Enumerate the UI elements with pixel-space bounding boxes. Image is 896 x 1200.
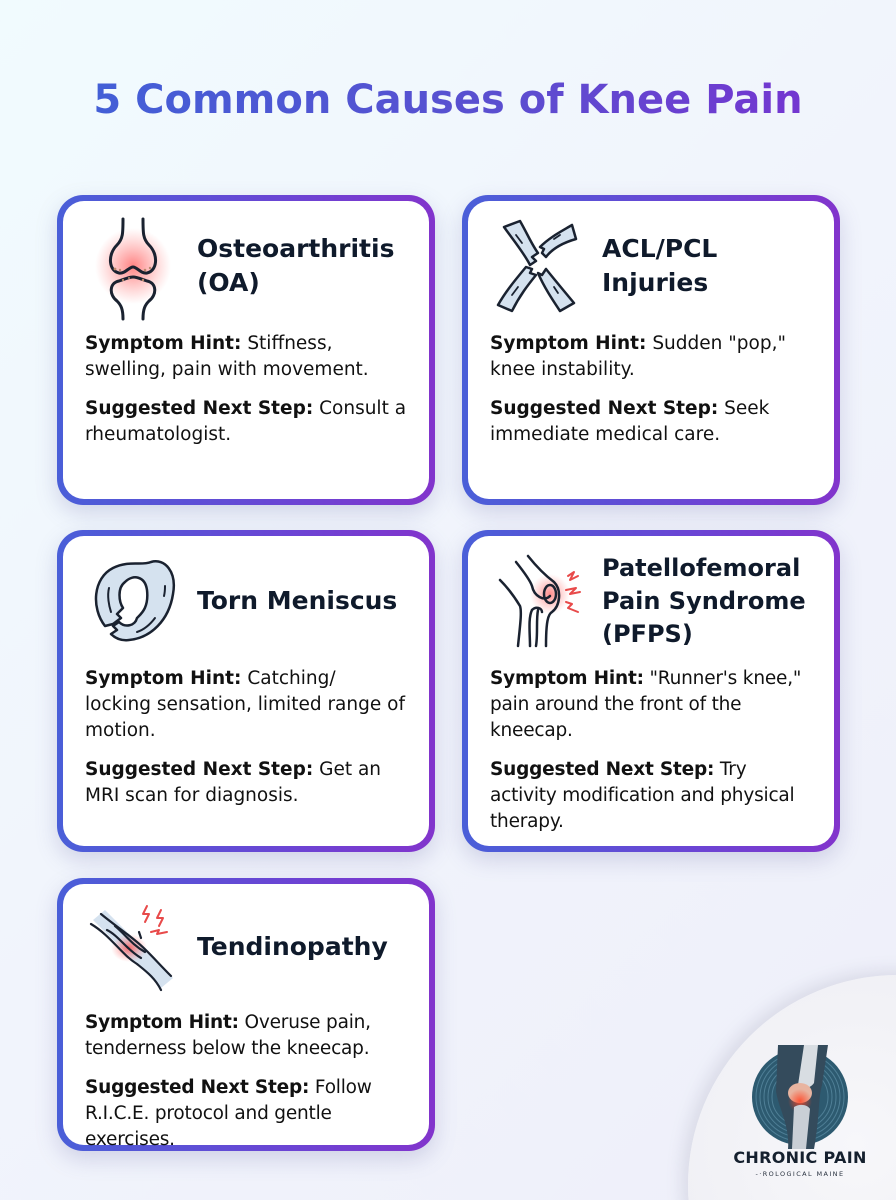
card-acl-pcl [462,195,840,505]
card-tendinopathy [57,878,435,1151]
knee-side-pain-icon [490,546,586,656]
card-pfps [462,530,840,852]
card-torn-meniscus [57,530,435,852]
page-title: 5 Common Causes of Knee Pain [0,72,896,128]
next-step: Suggested Next Step: Follow R.I.C.E. protocol and gentle exercises. [85,1077,372,1150]
inflamed-tendon-icon [85,892,181,1002]
card-title: Patellofemoral Pain Syndrome (PFPS) [602,553,806,648]
logo-name: CHRONIC PAIN [733,1148,867,1167]
card-title: ACL/PCL Injuries [602,234,718,297]
symptom-hint: Symptom Hint: "Runner's knee," pain around the front of the kneecap. [490,668,802,741]
symptom-hint: Symptom Hint: Overuse pain, tenderness below the kneecap. [85,1012,371,1059]
next-step: Suggested Next Step: Seek immediate medical care. [490,398,770,445]
next-step: Suggested Next Step: Try activity modification and physical therapy. [490,759,795,832]
next-step: Suggested Next Step: Get an MRI scan for diagnosis. [85,759,382,806]
card-osteoarthritis [57,195,435,505]
torn-meniscus-icon [85,546,181,656]
chronic-pain-logo-icon [748,1045,852,1149]
logo-subtitle: -·ROLOGICAL MAINE [755,1170,845,1178]
next-step: Suggested Next Step: Consult a rheumatologist. [85,398,407,445]
symptom-hint: Symptom Hint: Stiffness, swelling, pain with movement. [85,333,369,380]
card-title: Osteoarthritis (OA) [197,234,395,297]
knee-joint-icon [85,211,181,321]
card-title: Torn Meniscus [197,586,398,615]
symptom-hint: Symptom Hint: Sudden "pop," knee instability. [490,333,786,380]
card-title: Tendinopathy [197,932,388,961]
torn-ligament-icon [490,211,586,321]
symptom-hint: Symptom Hint: Catching/ locking sensation, limited range of motion. [85,668,405,741]
